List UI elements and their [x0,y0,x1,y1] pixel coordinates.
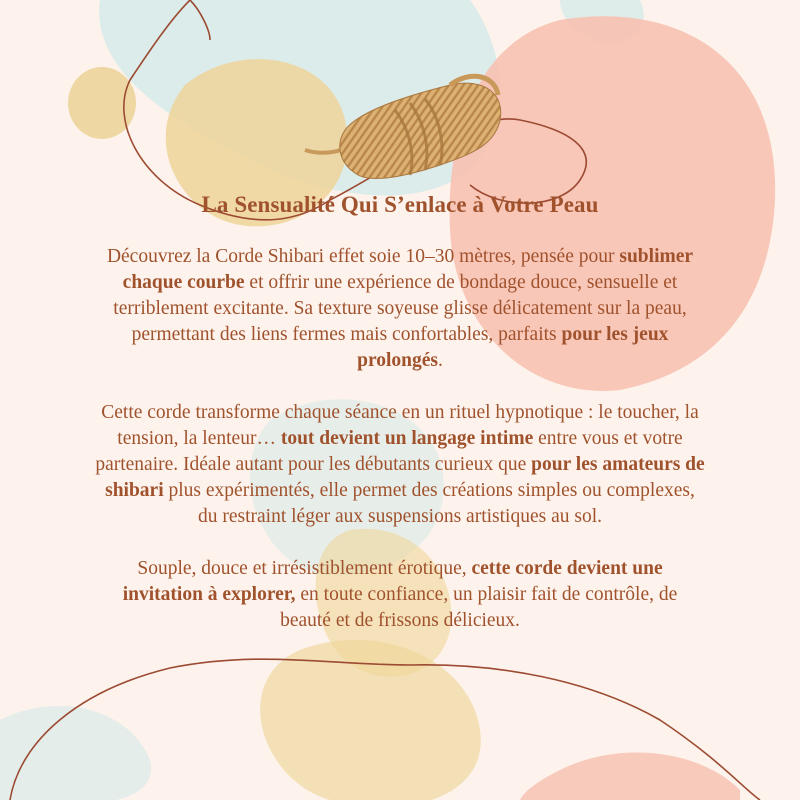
rope-bundle [340,83,501,178]
text-run: Souple, douce et irrésistiblement érotique, [137,558,472,579]
text-run: Découvrez la Corde Shibari effet soie 10–30 mètres, pensée pour [106,246,620,267]
paragraph-2 [95,400,705,530]
text-run: plus expérimentés, elle permet des créations simples ou complexes, du restraint léger aux suspensions artistiques au sol. [163,480,695,527]
bold-phrase: sublimer chaque courbe [122,246,694,293]
blue-wash-bottom [0,706,151,800]
pink-wash-bottom-right [520,753,740,800]
text-run: Cette corde transforme chaque séance en un rituel hypnotique : le toucher, la tension, la lenteur… [101,402,699,449]
paragraph-1 [95,244,705,374]
bold-phrase: cette corde devient une invitation à explorer, [122,558,663,605]
bold-phrase: pour les amateurs de shibari [105,454,705,501]
bold-phrase: pour les jeux prolongés [357,324,669,371]
text-run: entre vous et votre partenaire. Idéale autant pour les débutants curieux que [95,428,683,475]
text-run: et offrir une expérience de bondage douce, sensuelle et terriblement excitante. Sa texture soyeuse glisse délicatement sur la peau, permettant des liens fermes mais confortables, parfaits [113,272,687,345]
yellow-blob-small [68,67,136,139]
text-run: . [438,350,443,371]
text-run: en toute confiance, un plaisir fait de contrôle, de beauté et de frissons délicieux. [280,584,678,631]
shibari-rope-image [300,55,510,205]
paragraph-3 [95,556,705,634]
page-title: La Sensualité Qui S’enlace à Votre Peau [201,192,599,217]
text-content [95,192,705,660]
bold-phrase: tout devient un langage intime [280,428,534,449]
